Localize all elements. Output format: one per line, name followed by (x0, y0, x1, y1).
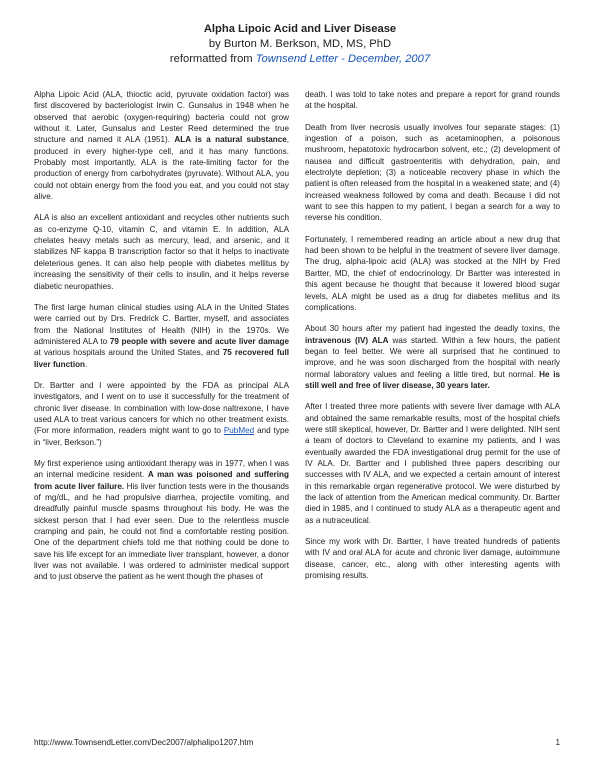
paragraph: Alpha Lipoic Acid (ALA, thioctic acid, pyruvate oxidation factor) was first discovered by bacteriologist Irwin C. Gunsalus in 1948 when he observed that aerobic (oxygen-requiring) bacteria could not grow without it. Later, Gunsalus and Lester Reed determined the true structure and named it ALA (1951). ALA is a natural substance, produced in every higher-type cell, and it has many functions. Probably most importantly, ALA is the rate-limiting factor for the production of energy from carbohydrates (pyruvate). Without ALA, you could not obtain energy from the food you eat, and you could not stay alive. (34, 90, 290, 202)
right-column (305, 89, 560, 593)
paragraph: Fortunately, I remembered reading an article about a new drug that had been shown to be helpful in the treatment of severe liver damage. The drug, alpha-lipoic acid (ALA) was stocked at the NIH by Fred Bartter, MD, the chief of endocrinology. Dr Bartter was interested in this agent because he thought that because it lowered blood sugar levels, ALA might be used as a drug for diabetes mellitus and its complications. (305, 234, 560, 312)
article-title: Alpha Lipoic Acid and Liver Disease (203, 23, 397, 35)
paragraph: Since my work with Dr. Bartter, I have treated hundreds of patients with IV and oral ALA for acute and chronic liver damage, autoimmune disease, cancer, etc., along with other interesting agents with promising results. (305, 537, 560, 581)
source-link[interactable]: Townsend Letter (255, 53, 339, 65)
left-column (34, 89, 289, 593)
article-body (34, 89, 560, 593)
source-separator: - (338, 53, 348, 65)
page-number: 1 (555, 738, 560, 747)
source-date: December, 2007 (347, 53, 431, 65)
paragraph: About 30 hours after my patient had ingested the deadly toxins, the intravenous (IV) ALA was started. Within a few hours, the patient began to feel better. We were all surprised that he continued to improve, and he was soon discharged from the hospital with nearly normal laboratory values and feeling a little tired, but normal. He is still well and free of liver disease, 30 years later. (305, 324, 560, 390)
footer-url[interactable]: http://www.TownsendLetter.com/Dec2007/alphalipo1207.htm (34, 738, 254, 747)
article-header (0, 0, 600, 67)
paragraph: The first large human clinical studies using ALA in the United States were carried out by Drs. Fredrick C. Bartter, myself, and associates from the National Institutes of Health (NIH) in the 1970s. We administered ALA to 79 people with severe and acute liver damage at various hospitals around the United States, and 75 recovered full liver function. (34, 302, 289, 369)
paragraph: After I treated three more patients with severe liver damage with ALA and obtained the same remarkable results, most of the hospital chiefs were still skeptical, however, Dr. Bartter and I were delighted. NIH sent a team of doctors to Cleveland to examine my patients, and I was eventually awarded the FDA investigational drug permit for the use of IV ALA. Dr. Bartter and I published three papers describing our successes with IV ALA, and we expected a certain amount of interest in this remarkable organ regenerative protocol. We were disturbed by the lack of attention from the American medical community. Dr. Bartter died in 1985, and I continued to study ALA as a therapeutic agent and as a nutraceutical. (305, 402, 560, 525)
pubmed-link[interactable]: PubMed (223, 426, 255, 436)
page-footer (34, 738, 560, 747)
paragraph: My first experience using antioxidant therapy was in 1977, when I was an internal medicine resident. A man was poisoned and suffering from acute liver failure. His liver function tests were in the thousands of mg/dL, and he had propulsive diarrhea, projectile vomiting, and dreadfully painful muscle spasms throughout his body. He was the sickest person that I had ever seen. Due to the relentless muscle cramping and pain, he could not find a comfortable resting position. One of the department chiefs told me that nothing could be done to save his life except for an immediate liver transplant, however, a donor liver was not available. I was ordered to administer medical support and to just observe the patient as he went though the phases of (34, 458, 289, 582)
paragraph: Dr. Bartter and I were appointed by the FDA as principal ALA investigators, and I went on to use it successfully for the treatment of chronic liver disease. In combination with low-dose naltrexone, I have used ALA to treat various cancers for which no other treatment exists. (For more information, readers might want to go to PubMed and type in “liver, Berkson.”) (34, 380, 289, 447)
paragraph: ALA is also an excellent antioxidant and recycles other nutrients such as co-enzyme Q-10, vitamin C, and vitamin E. In addition, ALA chelates heavy metals such as mercury, lead, and arsenic, and it stabilizes NF kappa B transcription factor so that it helps to inactivate deleterious genes. It can also help people with diabetes mellitus by increasing the sensitivity of their cells to insulin, and it helps reverse diabetic neuropathies. (34, 213, 289, 291)
source-prefix: reformatted from (169, 53, 256, 65)
source-line (0, 52, 600, 67)
paragraph: death. I was told to take notes and prepare a report for grand rounds at the hospital. (305, 90, 560, 111)
paragraph: Death from liver necrosis usually involves four separate stages: (1) ingestion of a poison, such as acetaminophen, a poisonous mushroom, hepatotoxic hydrocarbon solvent, etc.; (2) development of nausea and difficult gastroenteritis with dehydration, pain, and electrolyte depletion; (3) a noticeable recovery phase in which the patient is often released from the hospital in a weakened state; and (4) increased weakness followed by coma and death. Because I did not want to see this happen to my patient, I began a search for a way to reverse his condition. (305, 122, 560, 223)
author-byline: by Burton M. Berkson, MD, MS, PhD (208, 38, 392, 50)
